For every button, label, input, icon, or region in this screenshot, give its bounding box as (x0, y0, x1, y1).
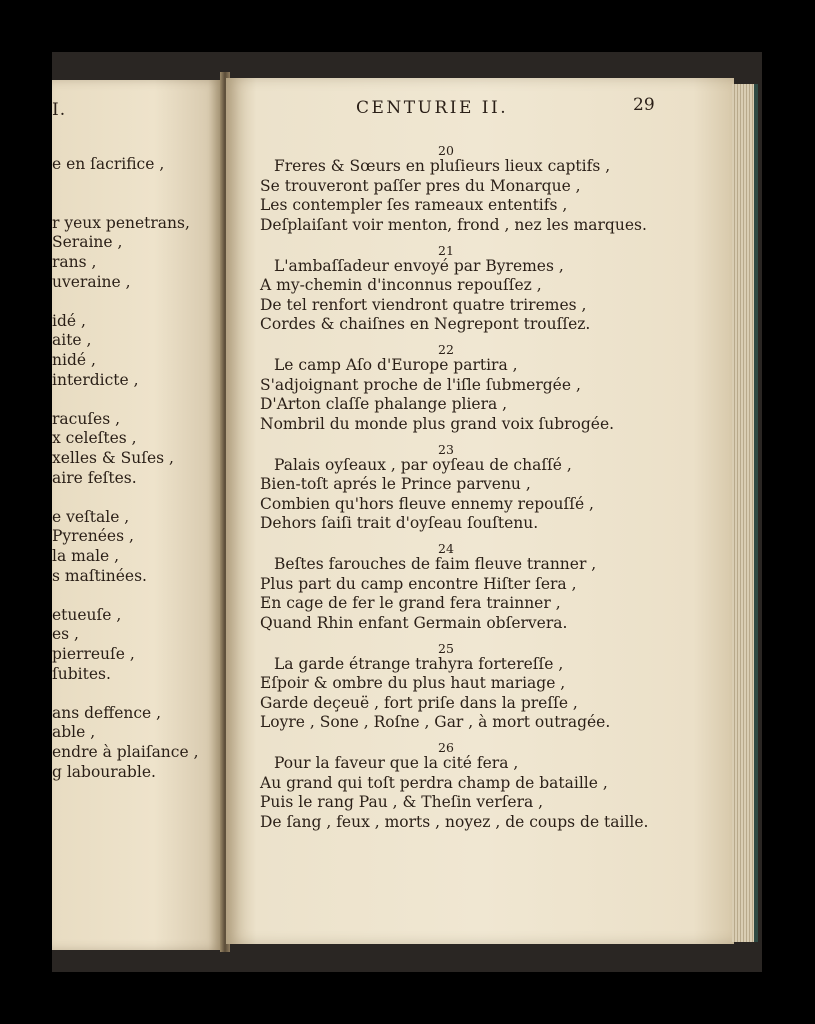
quatrain-line: De ſang , feux , morts , noyez , de coups de taille. (260, 812, 649, 831)
quatrain-line: Bien-toſt aprés le Prince parvenu , (260, 475, 531, 493)
left-page-line: ans deffence , (52, 703, 162, 722)
quatrain-line: Freres & Sœurs en pluſieurs lieux captifs , (274, 157, 611, 175)
left-page-line: x celeſtes , (52, 429, 137, 448)
left-page-line: Pyrenées , (52, 527, 134, 546)
book-scan (52, 52, 762, 972)
quatrain-list (226, 78, 734, 944)
left-page-line: e en ſacrifice , (52, 155, 165, 173)
quatrain-number: 22 (438, 342, 454, 357)
left-page-line: racuſes , (52, 409, 121, 428)
quatrain-line: Nombril du monde plus grand voix ſubrogée. (260, 414, 615, 433)
page-edges (732, 84, 758, 942)
quatrain-number: 24 (438, 541, 454, 556)
quatrain-line: Plus part du camp encontre Hiſter ſera , (260, 574, 577, 593)
quatrain-line: De tel renfort viendront quatre triremes , (260, 295, 587, 314)
quatrain-line: Le camp Aſo d'Europe partira , (274, 356, 518, 374)
quatrain-line: Au grand qui toſt perdra champ de bataille , (260, 773, 608, 792)
quatrain-line: S'adjoignant proche de l'iſle ſubmergée , (260, 375, 581, 394)
quatrain-line: Pour la faveur que la cité fera , (274, 754, 519, 772)
quatrain-line: Palais oyſeaux , par oyſeau de chaſſé , (274, 455, 572, 474)
quatrain-line: Deſplaiſant voir menton, frond , nez les marques. (260, 215, 647, 234)
quatrain-line: Beſtes farouches de faim fleuve tranner , (274, 555, 597, 573)
quatrain-line: Les contempler ſes rameaux ententifs , (260, 196, 568, 214)
quatrain-line: Cordes & chaiſnes en Negrepont trouſſez. (260, 315, 591, 333)
quatrain-line: Loyre , Sone , Roſne , Gar , à mort outragée. (260, 713, 611, 731)
left-page-line: uveraine , (52, 272, 131, 291)
page-title: CENTURIE II. (356, 98, 509, 118)
left-page-line: es , (52, 625, 79, 644)
left-page-line: g labourable. (52, 762, 156, 781)
left-page-line: etueuſe , (52, 605, 122, 624)
page-number: 29 (633, 95, 655, 115)
left-page-line: nidé , (52, 351, 96, 369)
left-page-line: interdicte , (52, 370, 139, 389)
left-page-line: able , (52, 723, 96, 742)
left-page-line: la male , (52, 547, 120, 565)
left-page-line: Seraine , (52, 233, 123, 252)
quatrain-line: D'Arton claſſe phalange pliera , (260, 395, 508, 413)
left-page-line: e veſtale , (52, 507, 130, 526)
left-page-line: endre à plaiſance , (52, 743, 199, 761)
quatrain-line: Dehors ſaiſi trait d'oyſeau ſouſtenu. (260, 514, 539, 532)
left-page-line: r yeux penetrans, (52, 213, 190, 232)
left-page-line: aire feſtes. (52, 468, 137, 487)
quatrain-line: Eſpoir & ombre du plus haut mariage , (260, 674, 566, 692)
left-page-line: rans , (52, 253, 97, 271)
quatrain-line: Quand Rhin enfant Germain obſervera. (260, 613, 568, 632)
left-page (52, 80, 222, 950)
quatrain-number: 20 (438, 143, 454, 158)
left-page-line: aite , (52, 331, 92, 350)
left-page-line: pierreuſe , (52, 645, 135, 663)
quatrain-line: En cage de fer le grand fera trainner , (260, 594, 561, 612)
quatrain-number: 21 (438, 242, 454, 258)
left-page-header: I. (52, 100, 67, 120)
quatrain-line: A my-chemin d'inconnus repouſſez , (260, 276, 542, 294)
quatrain-line: L'ambaſſadeur envoyé par Byremes , (274, 256, 564, 275)
quatrain-line: Puis le rang Pau , & Theſin verſera , (260, 793, 544, 811)
quatrain-line: La garde étrange trahyra fortereſſe , (274, 654, 564, 673)
quatrain-number: 26 (438, 740, 454, 755)
left-page-line: ſubites. (52, 664, 111, 683)
right-page (226, 78, 734, 944)
left-page-line: idé , (52, 311, 86, 330)
quatrain-number: 23 (438, 441, 454, 457)
quatrain-number: 25 (438, 640, 454, 656)
quatrain-line: Garde deçeuë , fort priſe dans la preſſe , (260, 693, 578, 712)
quatrain-line: Se trouveront paſſer pres du Monarque , (260, 176, 581, 195)
quatrain-line: Combien qu'hors fleuve ennemy repouſſé , (260, 494, 594, 513)
left-page-line: s maſtinées. (52, 566, 147, 585)
left-page-line: xelles & Suſes , (52, 449, 174, 467)
left-page-text (52, 80, 222, 950)
